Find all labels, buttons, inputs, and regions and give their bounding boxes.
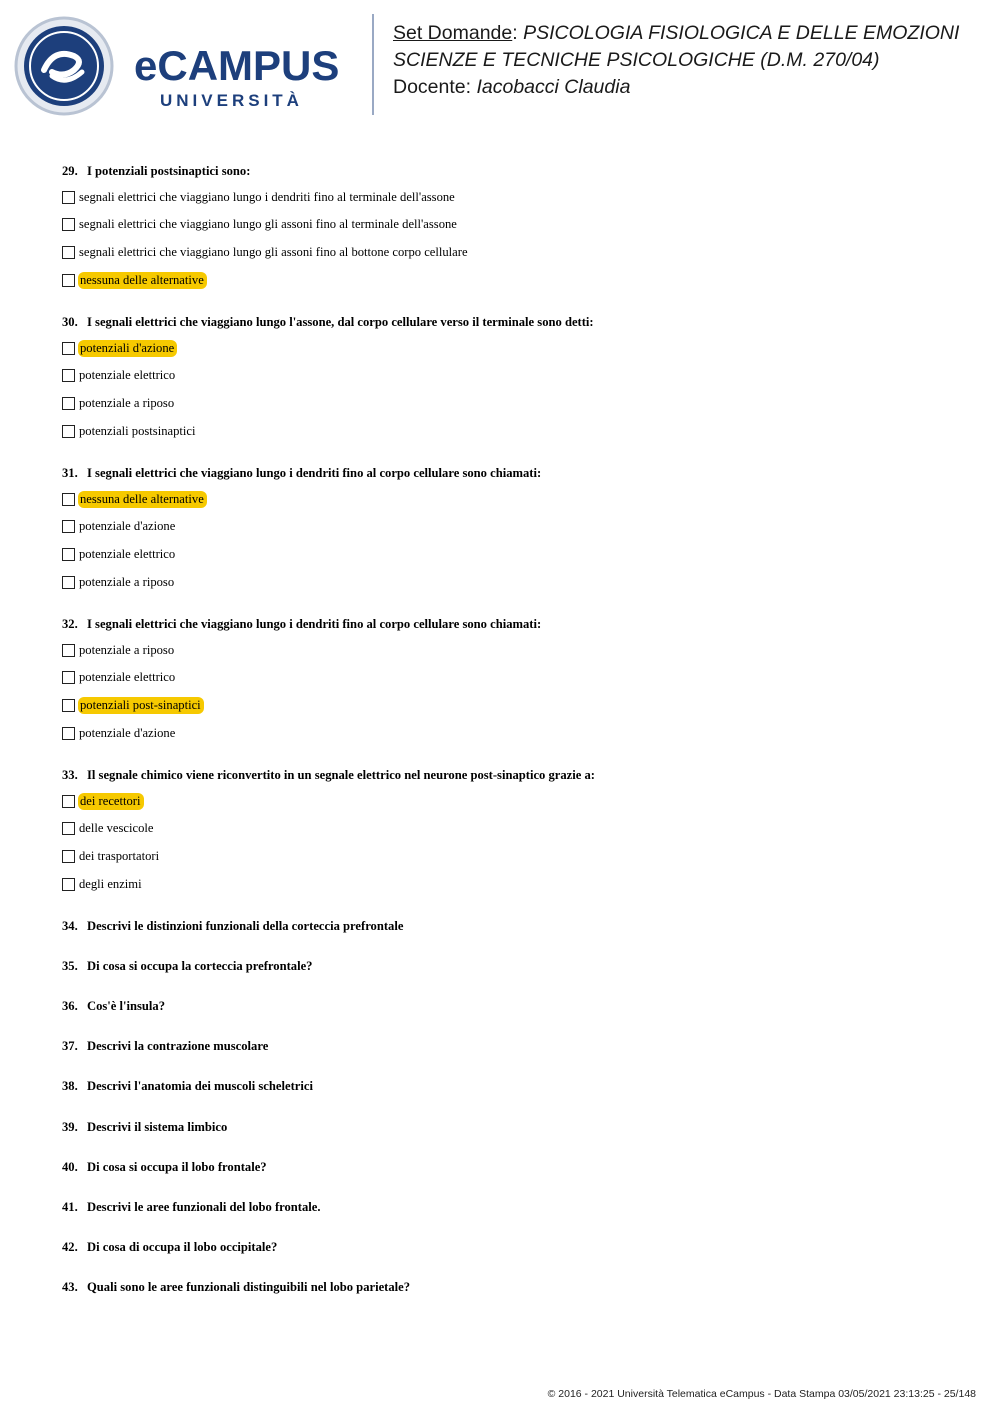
question-text: I segnali elettrici che viaggiano lungo i dendriti fino al corpo cellulare sono chiamati: bbox=[87, 617, 542, 631]
answer-option bbox=[62, 849, 162, 865]
question-37 bbox=[62, 1039, 268, 1054]
checkbox-icon[interactable] bbox=[62, 520, 75, 533]
checkbox-icon[interactable] bbox=[62, 548, 75, 561]
question-number: 30. bbox=[62, 315, 78, 329]
answer-text: segnali elettrici che viaggiano lungo gli assoni fino al bottone corpo cellulare bbox=[79, 245, 468, 260]
answer-option bbox=[62, 519, 178, 535]
checkbox-icon[interactable] bbox=[62, 576, 75, 589]
document-header: Set Domande: PSICOLOGIA FISIOLOGICA E DELLE EMOZIONI SCIENZE E TECNICHE PSICOLOGICHE (D.M. 270/04) Docente: Iacobacci Claudia bbox=[393, 22, 960, 98]
checkbox-icon[interactable] bbox=[62, 850, 75, 863]
question-40 bbox=[62, 1160, 267, 1175]
answer-option bbox=[62, 547, 178, 563]
answer-text: potenziale d'azione bbox=[79, 519, 176, 534]
question-number: 36. bbox=[62, 999, 78, 1014]
question-text: Cos'è l'insula? bbox=[87, 999, 166, 1014]
checkbox-icon[interactable] bbox=[62, 699, 75, 712]
answer-option bbox=[62, 368, 178, 384]
question-text: Descrivi la contrazione muscolare bbox=[87, 1039, 269, 1054]
checkbox-icon[interactable] bbox=[62, 671, 75, 684]
question-text: Descrivi le aree funzionali del lobo frontale. bbox=[87, 1199, 321, 1214]
answer-option bbox=[62, 698, 204, 714]
answer-option bbox=[62, 876, 145, 892]
question-42 bbox=[62, 1240, 277, 1255]
answer-text-highlighted: nessuna delle alternative bbox=[78, 491, 207, 508]
checkbox-icon[interactable] bbox=[62, 493, 75, 506]
question-number: 42. bbox=[62, 1239, 78, 1254]
question-text: Quali sono le aree funzionali distinguibili nel lobo parietale? bbox=[87, 1279, 411, 1294]
checkbox-icon[interactable] bbox=[62, 274, 75, 287]
question-36 bbox=[62, 999, 165, 1014]
answer-text: potenziale a riposo bbox=[79, 642, 175, 657]
checkbox-icon[interactable] bbox=[62, 397, 75, 410]
answer-text-highlighted: potenziali d'azione bbox=[78, 340, 177, 357]
question-number: 41. bbox=[62, 1199, 78, 1214]
answer-option bbox=[62, 821, 156, 837]
answer-option bbox=[62, 396, 177, 412]
answer-text: potenziali postsinaptici bbox=[79, 423, 196, 438]
question-number: 39. bbox=[62, 1119, 78, 1134]
set-label: Set Domande bbox=[393, 22, 513, 44]
answer-text: segnali elettrici che viaggiano lungo i dendriti fino al terminale dell'assone bbox=[79, 189, 455, 204]
answer-option bbox=[62, 642, 177, 658]
page-footer: © 2016 - 2021 Università Telematica eCampus - Data Stampa 03/05/2021 23:13:25 - 25/148 bbox=[547, 1388, 976, 1400]
checkbox-icon[interactable] bbox=[62, 246, 75, 259]
answer-text: degli enzimi bbox=[79, 876, 142, 891]
answer-text-highlighted: potenziali post-sinaptici bbox=[78, 697, 204, 714]
checkbox-icon[interactable] bbox=[62, 218, 75, 231]
answer-text: potenziale elettrico bbox=[79, 547, 176, 562]
question-number: 35. bbox=[62, 959, 78, 974]
answer-option bbox=[62, 725, 178, 741]
ecampus-logo bbox=[14, 14, 359, 118]
answer-option bbox=[62, 189, 458, 205]
question-text: Descrivi l'anatomia dei muscoli scheletrici bbox=[87, 1079, 313, 1094]
checkbox-icon[interactable] bbox=[62, 369, 75, 382]
answer-option bbox=[62, 245, 471, 261]
course-title: PSICOLOGIA FISIOLOGICA E DELLE EMOZIONI bbox=[523, 22, 960, 44]
question-43 bbox=[62, 1280, 410, 1295]
question-number: 34. bbox=[62, 919, 78, 933]
answer-text: potenziale d'azione bbox=[79, 725, 176, 740]
answer-text: potenziale elettrico bbox=[79, 368, 176, 383]
answer-text: segnali elettrici che viaggiano lungo gli assoni fino al terminale dell'assone bbox=[79, 217, 457, 232]
answer-text: potenziale elettrico bbox=[79, 670, 176, 685]
checkbox-icon[interactable] bbox=[62, 191, 75, 204]
checkbox-icon[interactable] bbox=[62, 878, 75, 891]
question-text: Descrivi il sistema limbico bbox=[87, 1119, 228, 1134]
logo-wordmark: eCAMPUS bbox=[134, 42, 340, 89]
answer-option bbox=[62, 574, 177, 590]
question-33 bbox=[62, 768, 595, 783]
question-41 bbox=[62, 1200, 321, 1215]
question-39 bbox=[62, 1120, 227, 1135]
answer-option bbox=[62, 340, 177, 356]
question-29 bbox=[62, 164, 250, 179]
question-number: 29. bbox=[62, 164, 78, 178]
question-31 bbox=[62, 466, 541, 481]
answer-option bbox=[62, 423, 198, 439]
answer-option bbox=[62, 217, 460, 233]
question-number: 32. bbox=[62, 617, 78, 631]
answer-text: potenziale a riposo bbox=[79, 574, 175, 589]
checkbox-icon[interactable] bbox=[62, 727, 75, 740]
teacher-label: Docente: bbox=[393, 76, 472, 98]
question-text: Di cosa di occupa il lobo occipitale? bbox=[87, 1239, 278, 1254]
question-32 bbox=[62, 617, 541, 632]
question-text: Descrivi le distinzioni funzionali della corteccia prefrontale bbox=[87, 919, 404, 933]
checkbox-icon[interactable] bbox=[62, 425, 75, 438]
checkbox-icon[interactable] bbox=[62, 342, 75, 355]
degree-title: SCIENZE E TECNICHE PSICOLOGICHE (D.M. 270/04) bbox=[393, 49, 880, 71]
answer-option bbox=[62, 272, 207, 288]
question-text: Di cosa si occupa la corteccia prefrontale? bbox=[87, 959, 313, 974]
question-number: 43. bbox=[62, 1279, 78, 1294]
answer-option bbox=[62, 670, 178, 686]
checkbox-icon[interactable] bbox=[62, 644, 75, 657]
header-divider bbox=[372, 14, 374, 115]
question-38 bbox=[62, 1079, 313, 1094]
question-number: 33. bbox=[62, 768, 78, 782]
teacher-name: Iacobacci Claudia bbox=[476, 76, 631, 98]
answer-text-highlighted: nessuna delle alternative bbox=[78, 272, 207, 289]
answer-text: dei trasportatori bbox=[79, 849, 160, 864]
question-number: 38. bbox=[62, 1079, 78, 1094]
checkbox-icon[interactable] bbox=[62, 822, 75, 835]
question-text: I segnali elettrici che viaggiano lungo l'assone, dal corpo cellulare verso il terminale sono detti: bbox=[87, 315, 594, 329]
question-34 bbox=[62, 919, 403, 934]
question-text: I potenziali postsinaptici sono: bbox=[87, 164, 251, 178]
question-text: Il segnale chimico viene riconvertito in un segnale elettrico nel neurone post-sinaptico grazie a: bbox=[87, 768, 595, 782]
logo-subtext: UNIVERSITÀ bbox=[160, 91, 303, 110]
question-35 bbox=[62, 959, 312, 974]
checkbox-icon[interactable] bbox=[62, 795, 75, 808]
answer-text-highlighted: dei recettori bbox=[78, 793, 144, 810]
question-text: Di cosa si occupa il lobo frontale? bbox=[87, 1159, 267, 1174]
question-30 bbox=[62, 315, 594, 330]
answer-option bbox=[62, 793, 144, 809]
answer-text: potenziale a riposo bbox=[79, 396, 175, 411]
answer-option bbox=[62, 491, 207, 507]
question-number: 40. bbox=[62, 1159, 78, 1174]
question-number: 37. bbox=[62, 1039, 78, 1054]
question-number: 31. bbox=[62, 466, 78, 480]
question-text: I segnali elettrici che viaggiano lungo i dendriti fino al corpo cellulare sono chiamati: bbox=[87, 466, 542, 480]
answer-text: delle vescicole bbox=[79, 821, 154, 836]
